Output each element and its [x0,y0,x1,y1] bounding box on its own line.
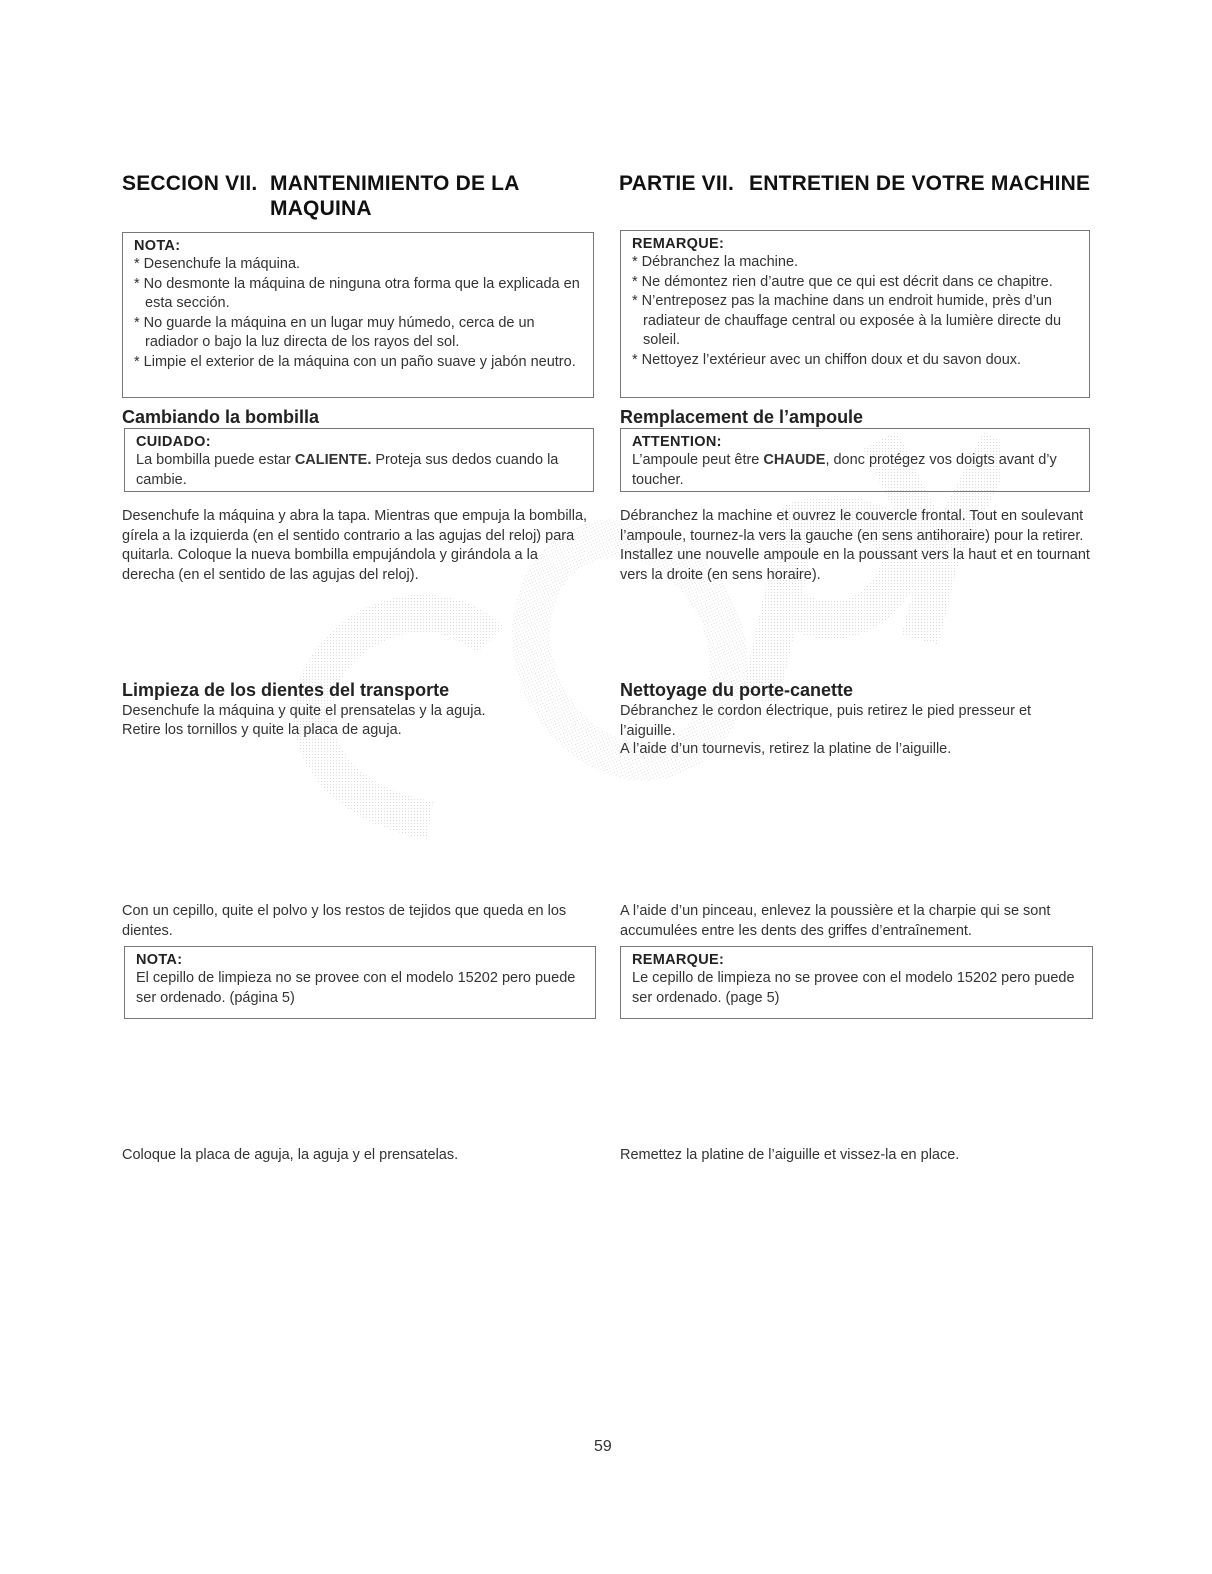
french-section-heading [619,171,1109,196]
spanish-bulb-title: Cambiando la bombilla [122,407,320,427]
french-note2-head: REMARQUE: [632,952,725,968]
french-caution-box [620,428,1090,492]
caution-text-start: La bombilla puede estar [136,452,295,468]
caution-text-end: Proteja sus dedos cuando la cambie. [136,452,559,488]
list-item: * Ne démontez rien d’autre que ce qui est décrit dans ce chapitre. [632,273,1053,290]
french-caution-text [632,451,1079,490]
caution-text-start: L’ampoule peut être [632,452,764,468]
list-item: * No guarde la máquina en un lugar muy húmedo, cerca de un radiador o bajo la luz directa de los rayos del sol. [134,314,535,350]
french-caution-head: ATTENTION: [632,434,722,450]
spanish-caution-text [136,451,583,490]
list-item: * N’entreposez pas la machine dans un endroit humide, près d’un radiateur de chauffage central ou exposée à la lumière directe du soleil. [632,293,1062,348]
french-feed-step-2: A l’aide d’un tournevis, retirez la platine de l’aiguille. [620,741,952,757]
french-bulb-instructions: Débranchez la machine et ouvrez le couvercle frontal. Tout en soulevant l’ampoule, tournez-la vers la gauche (en sens antihoraire) pour la retirer. Installez une nouvelle ampoule en la poussant vers la haut et en tournant vers la droite (en sens horaire). [620,508,1090,583]
french-brush-text: A l’aide d’un pinceau, enlevez la poussière et la charpie qui se sont accumulées entre les dents des griffes d’entraînement. [620,903,1051,939]
spanish-section-heading [122,171,592,221]
caution-hot-word: CHAUDE [763,452,826,468]
spanish-note2-text: El cepillo de limpieza no se provee con el modelo 15202 pero puede ser ordenado. (página 5) [136,970,576,1006]
spanish-note-head: NOTA: [134,238,181,254]
spanish-feed-step-2: Retire los tornillos y quite la placa de aguja. [122,722,402,738]
spanish-note-box [122,232,594,398]
spanish-bulb-instructions: Desenchufe la máquina y abra la tapa. Mientras que empuja la bombilla, gírela a la izquierda (en el sentido contrario a las agujas del reloj) para quitarla. Coloque la nueva bombilla empujándola y girándola a la derecha (en el sentido de las agujas del reloj). [122,508,588,583]
spanish-note-list [134,255,583,372]
spanish-replace-text: Coloque la placa de aguja, la aguja y el prensatelas. [122,1147,459,1163]
spanish-caution-box [124,428,594,492]
list-item: * Limpie el exterior de la máquina con un paño suave y jabón neutro. [134,353,576,370]
french-note-box [620,230,1090,398]
french-note2-text: Le cepillo de limpieza no se provee con el modelo 15202 pero puede ser ordenado. (page 5) [632,970,1075,1006]
french-bulb-title: Remplacement de l’ampoule [620,407,864,427]
french-feed-step-1: Débranchez le cordon électrique, puis retirez le pied presseur et l’aiguille. [620,703,1032,739]
french-feed-title: Nettoyage du porte-canette [620,680,854,700]
list-item: * No desmonte la máquina de ninguna otra forma que la explicada en esta sección. [134,275,580,311]
french-section-title: ENTRETIEN DE VOTRE MACHINE [749,172,1091,195]
french-replace-text: Remettez la platine de l’aiguille et vissez-la en place. [620,1147,960,1163]
spanish-section-number: SECCION VII. [122,172,258,195]
french-note2-box [620,946,1093,1019]
spanish-section-title: MANTENIMIENTO DE LA MAQUINA [270,172,519,220]
french-note-list [632,253,1079,370]
spanish-feed-step-1: Desenchufe la máquina y quite el prensatelas y la aguja. [122,703,486,719]
page-number: 59 [594,1438,612,1455]
spanish-caution-head: CUIDADO: [136,434,211,450]
french-section-number: PARTIE VII. [619,172,734,195]
spanish-feed-title: Limpieza de los dientes del transporte [122,680,450,700]
caution-text-end: , donc protégez vos doigts avant d’y toucher. [632,452,1057,488]
french-note-head: REMARQUE: [632,236,725,252]
spanish-brush-text: Con un cepillo, quite el polvo y los restos de tejidos que queda en los dientes. [122,903,567,939]
spanish-note2-head: NOTA: [136,952,183,968]
spanish-note2-box [124,946,596,1019]
caution-hot-word: CALIENTE. [294,452,372,468]
list-item: * Débranchez la machine. [632,254,799,270]
list-item: * Desenchufe la máquina. [134,256,301,272]
list-item: * Nettoyez l’extérieur avec un chiffon doux et du savon doux. [632,351,1022,368]
